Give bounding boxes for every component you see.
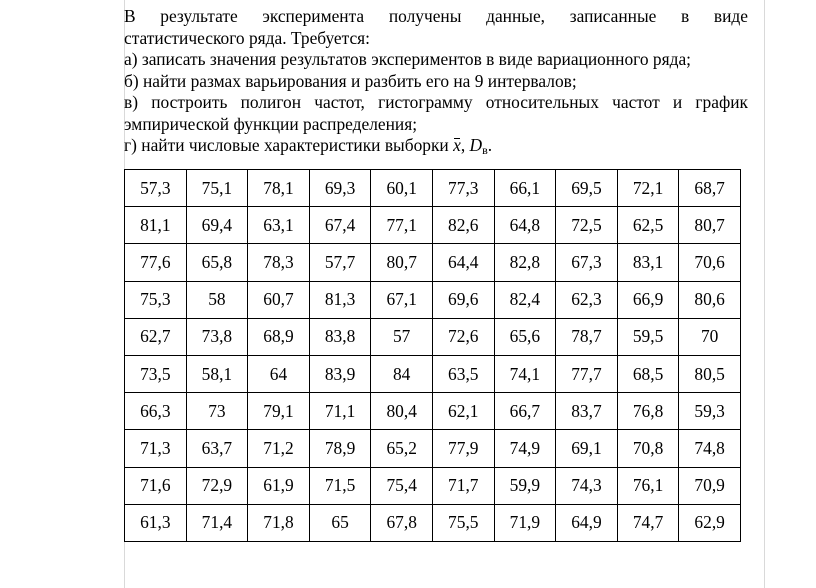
table-cell: 73 <box>186 393 248 430</box>
table-cell: 65,8 <box>186 244 248 281</box>
task-item-v-line-2: эмпирической функции распределения; <box>124 113 418 134</box>
task-item-a: а) записать значения результатов экспериментов в виде вариационного ряда; <box>124 49 691 69</box>
table-cell: 74,8 <box>679 430 741 467</box>
table-cell: 57,7 <box>309 244 371 281</box>
table-cell: 63,5 <box>432 355 494 392</box>
problem-statement <box>124 6 748 162</box>
table-cell: 60,1 <box>371 170 433 207</box>
table-cell: 79,1 <box>248 393 310 430</box>
table-cell: 77,6 <box>125 244 187 281</box>
table-cell: 77,1 <box>371 207 433 244</box>
table-row <box>125 355 741 392</box>
table-cell: 57,3 <box>125 170 187 207</box>
table-cell: 71,7 <box>432 467 494 504</box>
sample-mean-symbol: x <box>453 135 461 155</box>
table-cell: 84 <box>371 355 433 392</box>
table-row <box>125 393 741 430</box>
table-cell: 73,5 <box>125 355 187 392</box>
table-cell: 64,4 <box>432 244 494 281</box>
table-cell: 62,7 <box>125 318 187 355</box>
table-cell: 72,5 <box>556 207 618 244</box>
table-cell: 80,7 <box>679 207 741 244</box>
table-cell: 67,1 <box>371 281 433 318</box>
table-cell: 67,3 <box>556 244 618 281</box>
table-cell: 62,1 <box>432 393 494 430</box>
table-cell: 68,9 <box>248 318 310 355</box>
symbol-separator: , <box>460 135 466 155</box>
table-cell: 69,5 <box>556 170 618 207</box>
table-cell: 62,5 <box>617 207 679 244</box>
table-cell: 65,6 <box>494 318 556 355</box>
table-cell: 71,3 <box>125 430 187 467</box>
table-cell: 61,9 <box>248 467 310 504</box>
sample-variance-subscript: в <box>482 143 488 157</box>
table-cell: 80,7 <box>371 244 433 281</box>
table-cell: 75,4 <box>371 467 433 504</box>
table-cell: 70 <box>679 318 741 355</box>
table-cell: 64,9 <box>556 504 618 541</box>
table-cell: 68,5 <box>617 355 679 392</box>
table-cell: 59,5 <box>617 318 679 355</box>
table-cell: 71,5 <box>309 467 371 504</box>
sample-variance-symbol: D <box>469 135 483 155</box>
table-cell: 75,1 <box>186 170 248 207</box>
task-item-v-line-1: в) построить полигон частот, гистограмму относительных частот и график <box>124 92 748 112</box>
table-cell: 74,3 <box>556 467 618 504</box>
table-cell: 64 <box>248 355 310 392</box>
table-cell: 69,3 <box>309 170 371 207</box>
table-row <box>125 504 741 541</box>
table-cell: 69,6 <box>432 281 494 318</box>
table-cell: 80,5 <box>679 355 741 392</box>
table-cell: 71,4 <box>186 504 248 541</box>
table-cell: 71,8 <box>248 504 310 541</box>
table-cell: 78,7 <box>556 318 618 355</box>
table-cell: 78,1 <box>248 170 310 207</box>
table-cell: 83,7 <box>556 393 618 430</box>
table-row <box>125 430 741 467</box>
table-row <box>125 170 741 207</box>
table-cell: 83,8 <box>309 318 371 355</box>
table-cell: 81,3 <box>309 281 371 318</box>
table-cell: 58,1 <box>186 355 248 392</box>
table-cell: 74,9 <box>494 430 556 467</box>
table-cell: 66,3 <box>125 393 187 430</box>
table-cell: 78,3 <box>248 244 310 281</box>
table-cell: 65 <box>309 504 371 541</box>
table-cell: 75,3 <box>125 281 187 318</box>
table-row <box>125 244 741 281</box>
table-cell: 64,8 <box>494 207 556 244</box>
table-cell: 67,4 <box>309 207 371 244</box>
table-cell: 59,9 <box>494 467 556 504</box>
table-cell: 74,7 <box>617 504 679 541</box>
table-cell: 65,2 <box>371 430 433 467</box>
table-cell: 71,2 <box>248 430 310 467</box>
table-cell: 62,3 <box>556 281 618 318</box>
table-cell: 72,1 <box>617 170 679 207</box>
table-cell: 60,7 <box>248 281 310 318</box>
table-cell: 78,9 <box>309 430 371 467</box>
table-cell: 83,1 <box>617 244 679 281</box>
table-cell: 63,1 <box>248 207 310 244</box>
table-cell: 72,6 <box>432 318 494 355</box>
table-cell: 66,7 <box>494 393 556 430</box>
table-cell: 69,4 <box>186 207 248 244</box>
table-cell: 77,7 <box>556 355 618 392</box>
table-cell: 68,7 <box>679 170 741 207</box>
table-cell: 77,9 <box>432 430 494 467</box>
table-cell: 70,6 <box>679 244 741 281</box>
table-cell: 59,3 <box>679 393 741 430</box>
table-cell: 77,3 <box>432 170 494 207</box>
table-cell: 82,6 <box>432 207 494 244</box>
table-cell: 62,9 <box>679 504 741 541</box>
task-item-g-text: г) найти числовые характеристики выборки <box>124 135 449 155</box>
table-cell: 58 <box>186 281 248 318</box>
data-table <box>124 169 741 542</box>
table-cell: 71,9 <box>494 504 556 541</box>
table-cell: 70,8 <box>617 430 679 467</box>
table-cell: 57 <box>371 318 433 355</box>
table-row <box>125 207 741 244</box>
table-row <box>125 318 741 355</box>
table-cell: 81,1 <box>125 207 187 244</box>
intro-line-1: В результате эксперимента получены данные, записанные в виде <box>124 6 748 26</box>
table-cell: 66,1 <box>494 170 556 207</box>
table-row <box>125 467 741 504</box>
table-cell: 71,6 <box>125 467 187 504</box>
table-cell: 71,1 <box>309 393 371 430</box>
table-cell: 61,3 <box>125 504 187 541</box>
table-cell: 74,1 <box>494 355 556 392</box>
table-cell: 72,9 <box>186 467 248 504</box>
intro-line-2: статистического ряда. Требуется: <box>124 27 371 48</box>
table-row <box>125 281 741 318</box>
table-cell: 69,1 <box>556 430 618 467</box>
table-cell: 80,6 <box>679 281 741 318</box>
table-cell: 63,7 <box>186 430 248 467</box>
table-cell: 70,9 <box>679 467 741 504</box>
table-cell: 83,9 <box>309 355 371 392</box>
task-item-g-end: . <box>487 135 493 155</box>
table-cell: 76,1 <box>617 467 679 504</box>
table-cell: 73,8 <box>186 318 248 355</box>
table-cell: 82,8 <box>494 244 556 281</box>
table-cell: 66,9 <box>617 281 679 318</box>
task-item-g <box>124 135 748 162</box>
table-cell: 75,5 <box>432 504 494 541</box>
table-cell: 82,4 <box>494 281 556 318</box>
task-item-b: б) найти размах варьирования и разбить его на 9 интервалов; <box>124 70 577 91</box>
table-cell: 76,8 <box>617 393 679 430</box>
table-cell: 80,4 <box>371 393 433 430</box>
table-cell: 67,8 <box>371 504 433 541</box>
data-table-body <box>125 170 741 542</box>
